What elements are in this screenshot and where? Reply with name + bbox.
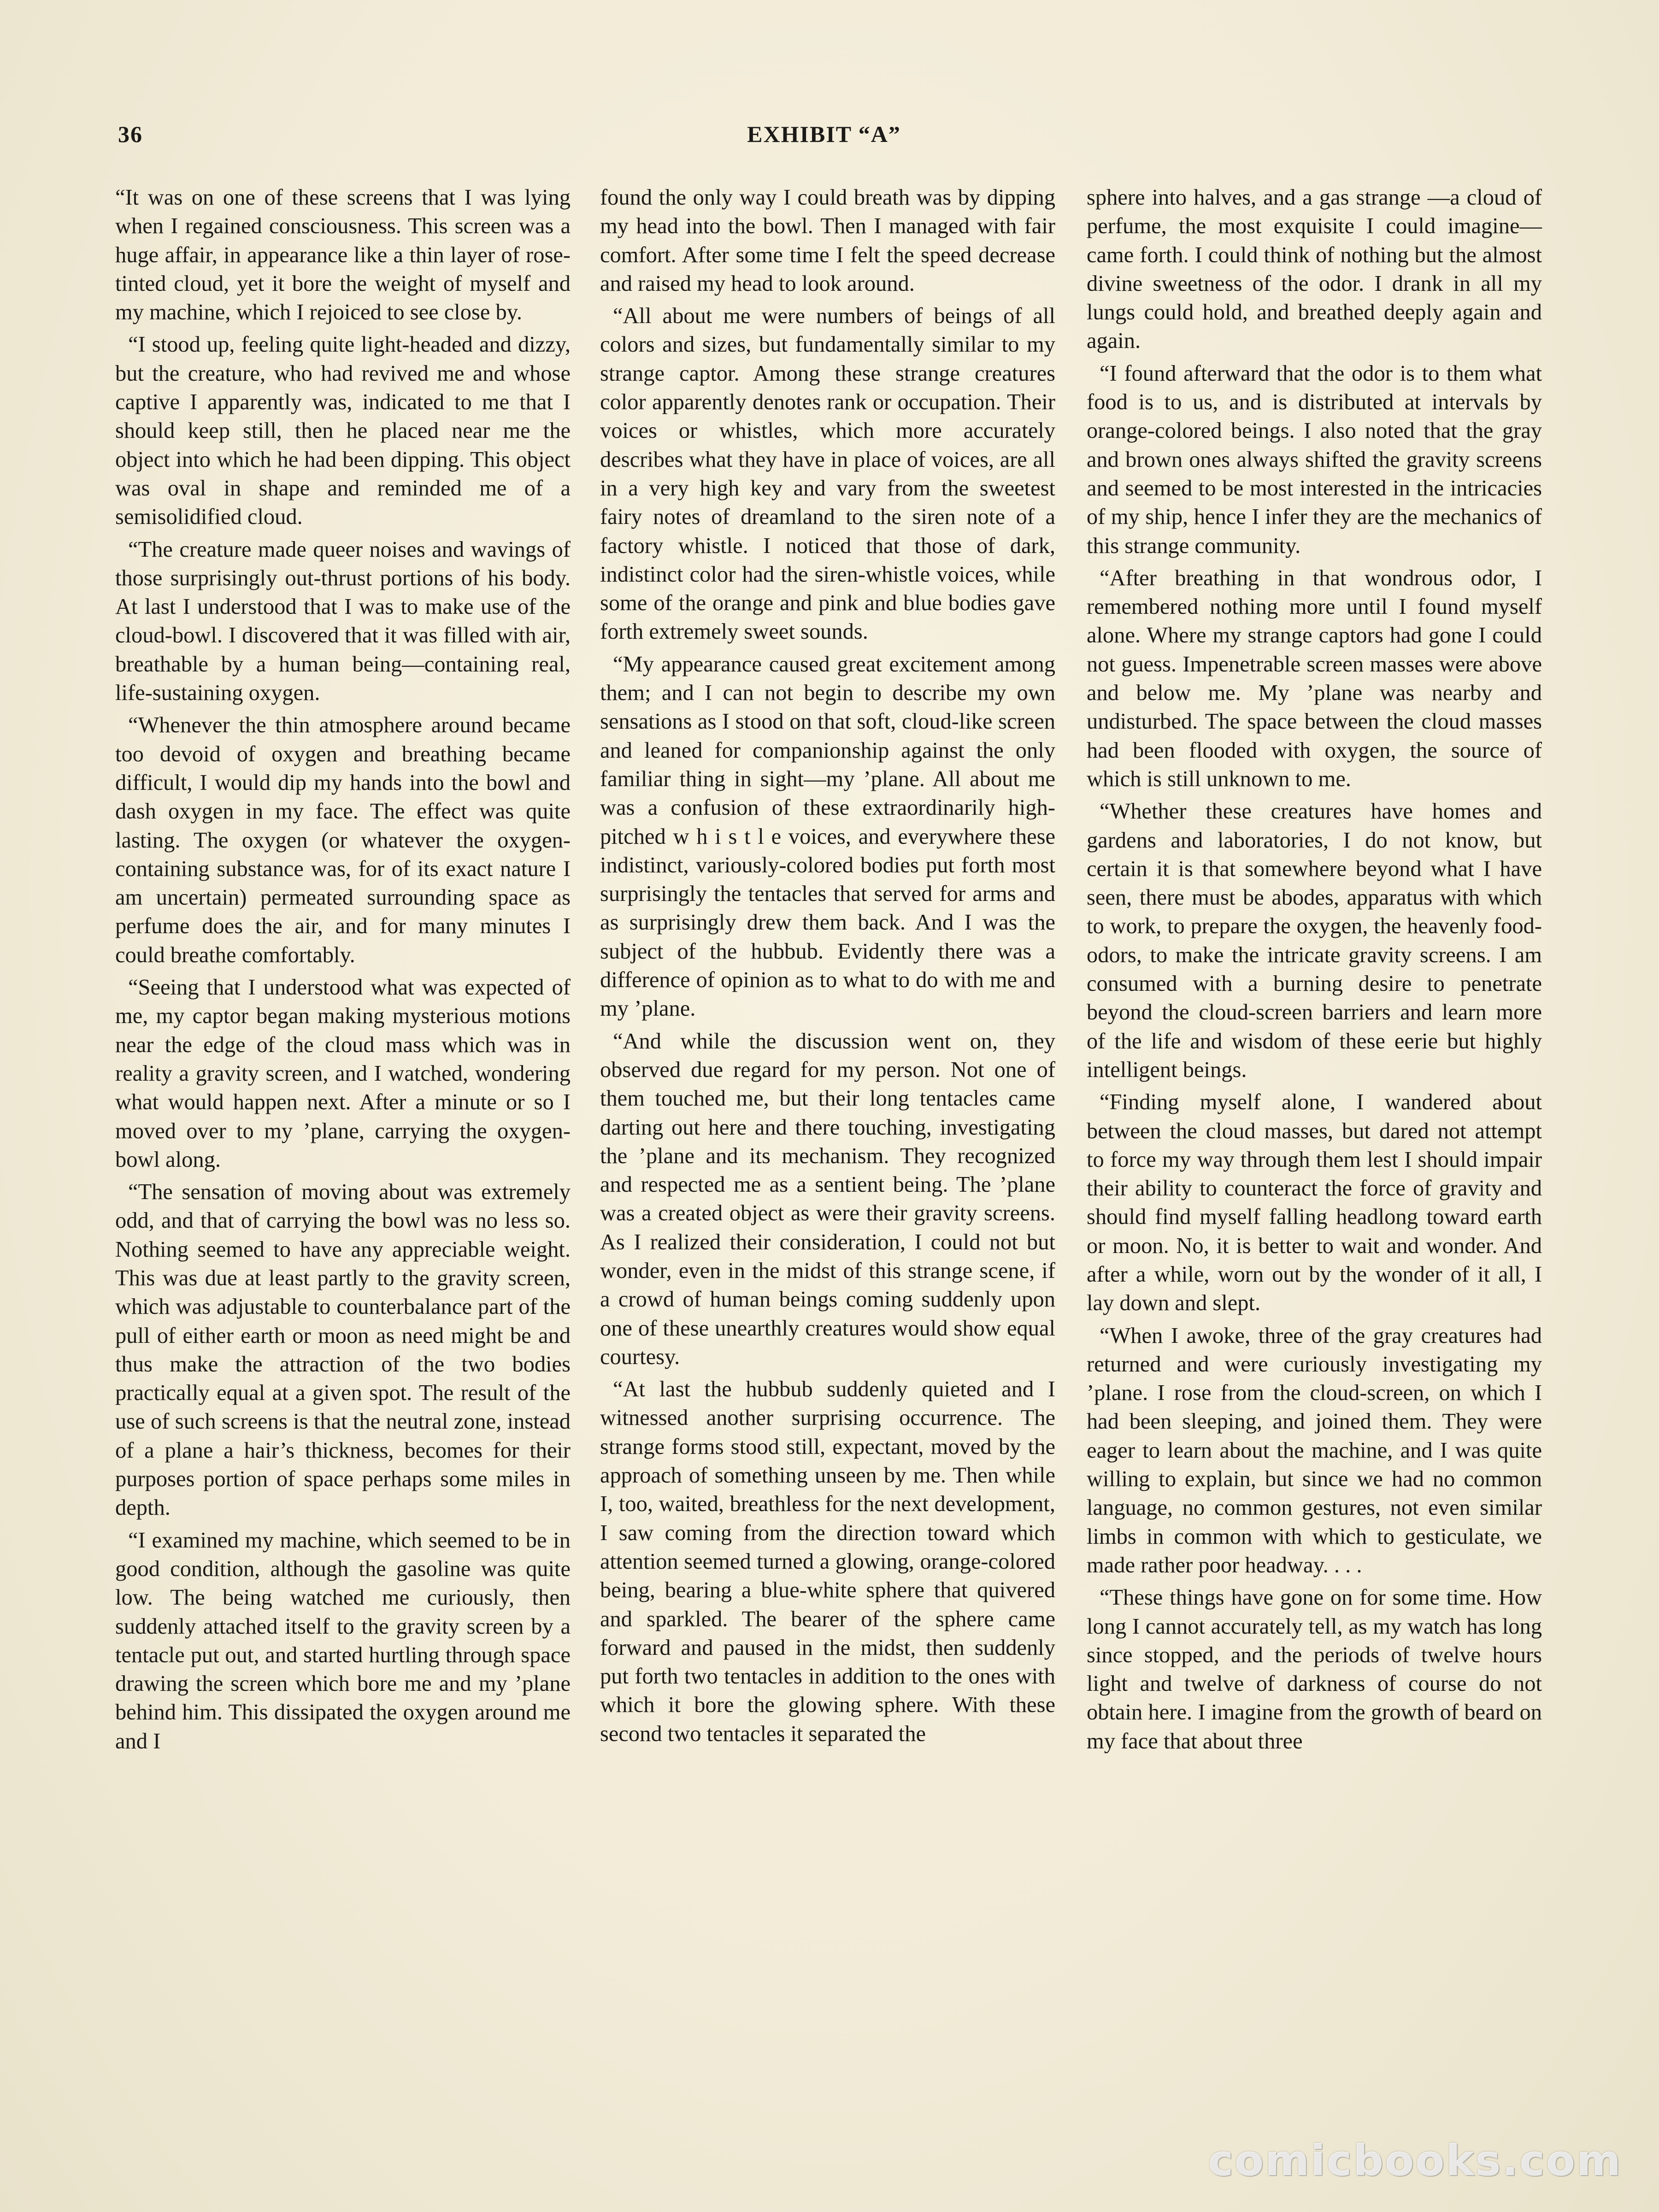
paragraph: “When I awoke, three of the gray creatures had returned and were curiously investigating my ’plane. I rose from the cloud-screen, on which I had been sleeping, and joined them. They were eager to learn about the machine, and I was quite willing to explain, but since we had no common language, no common gestures, not even similar limbs in common with which to gesticulate, we made rather poor headway. . . . xyxy=(1087,1323,1542,1577)
paragraph: “It was on one of these screens that I was lying when I regained consciousness. This screen was a huge affair, in appearance like a thin layer of rose-tinted cloud, yet it bore the weight of myself and my machine, which I rejoiced to see close by. xyxy=(115,185,571,325)
paragraph: sphere into halves, and a gas strange —a cloud of perfume, the most exquisite I could imagine—came forth. I could think of nothing but the almost divine sweetness of the odor. I drank in all my lungs could hold, and breathed deeply again and again. xyxy=(1087,185,1542,353)
paragraph: “The sensation of moving about was extremely odd, and that of carrying the bowl was no less so. Nothing seemed to have any appreciable weight. This was due at least partly to the gravity screen, which was adjustable to counterbalance part of the pull of either earth or moon as need might be and thus make the attraction of the two bodies practically equal at a given spot. The result of the use of such screens is that the neutral zone, instead of a plane a hair’s thickness, becomes for their purposes portion of space perhaps some miles in depth. xyxy=(115,1180,571,1520)
paragraph: “And while the discussion went on, they observed due regard for my person. Not one of them touched me, but their long tentacles came darting out here and there touching, investigating the ’plane and its mechanism. They recognized and respected me as a sentient being. The ’plane was a created object as were their gravity screens. As I realized their consideration, I could not but wonder, even in the midst of this strange scene, if a crowd of human beings coming suddenly upon one of these unearthly creatures would show equal courtesy. xyxy=(600,1029,1055,1369)
paragraph: “My appearance caused great excitement among them; and I can not begin to describe my own sensations as I stood on that soft, cloud-like screen and leaned for companionship against the only familiar thing in sight—my ’plane. All about me was a confusion of these extraordinarily high-pitched w h i s t l e voices, and everywhere these indistinct, variously-colored bodies put forth most surprisingly the tentacles that served for arms and as surprisingly drew them back. And I was the subject of the hubbub. Evidently there was a difference of opinion as to what to do with me and my ’plane. xyxy=(600,652,1055,1021)
paragraph: “Whether these creatures have homes and gardens and laboratories, I do not know, but certain it is that somewhere beyond what I have seen, there must be abodes, apparatus with which to work, to prepare the oxygen, the heavenly food-odors, to make the intricate gravity screens. I am consumed with a burning desire to penetrate beyond the cloud-screen barriers and learn more of the life and wisdom of these eerie but highly intelligent beings. xyxy=(1087,799,1542,1082)
paragraph: found the only way I could breath was by dipping my head into the bowl. Then I managed with fair comfort. After some time I felt the speed decrease and raised my head to look around. xyxy=(600,185,1055,296)
watermark-text: comicbooks.com xyxy=(1208,2136,1622,2185)
paragraph: “All about me were numbers of beings of all colors and sizes, but fundamentally similar to my strange captor. Among these strange creatures color apparently denotes rank or occupation. Their voices or whistles, which more accurately describes what they have in place of voices, are all in a very high key and vary from the sweetest fairy notes of dreamland to the siren note of a factory whistle. I noticed that those of dark, indistinct color had the siren-whistle voices, while some of the orange and pink and blue bodies gave forth extremely sweet sounds. xyxy=(600,304,1055,644)
text-column-2 xyxy=(600,183,1055,1752)
paragraph: “Seeing that I understood what was expected of me, my captor began making mysterious motions near the edge of the cloud mass which was in reality a gravity screen, and I watched, wondering what would happen next. After a minute or so I moved over to my ’plane, carrying the oxygen-bowl along. xyxy=(115,975,571,1172)
paragraph: “I examined my machine, which seemed to be in good condition, although the gasoline was quite low. The being watched me curiously, then suddenly attached itself to the gravity screen by a tentacle put out, and started hurtling through space drawing the screen which bore me and my ’plane behind him. This dissipated the oxygen around me and I xyxy=(115,1528,571,1753)
paragraph: “The creature made queer noises and wavings of those surprisingly out-thrust portions of his body. At last I understood that I was to make use of the cloud-bowl. I discovered that it was filled with air, breathable by a human being—containing real, life-sustaining oxygen. xyxy=(115,537,571,706)
paragraph: “After breathing in that wondrous odor, I remembered nothing more until I found myself alone. Where my strange captors had gone I could not guess. Impenetrable screen masses were above and below me. My ’plane was nearby and undisturbed. The space between the cloud masses had been flooded with oxygen, the source of which is still unknown to me. xyxy=(1087,565,1542,791)
paragraph: “Finding myself alone, I wandered about between the cloud masses, but dared not attempt to force my way through them lest I should impair their ability to counteract the force of gravity and should find myself falling headlong toward earth or moon. No, it is better to wait and wonder. And after a while, worn out by the wonder of it all, I lay down and slept. xyxy=(1087,1090,1542,1316)
page-number: 36 xyxy=(118,121,143,147)
text-column-3 xyxy=(1087,183,1542,1759)
paragraph: “At last the hubbub suddenly quieted and I witnessed another surprising occurrence. The strange forms stood still, expectant, moved by the approach of something unseen by me. Then while I, too, waited, breathless for the next development, I saw coming from the direction toward which attention seemed turned a glowing, orange-colored being, bearing a blue-white sphere that quivered and sparkled. The bearer of the sphere came forward and paused in the midst, then suddenly put forth two tentacles in addition to the ones with which it bore the glowing sphere. With these second two tentacles it separated the xyxy=(600,1377,1055,1746)
paragraph: “I found afterward that the odor is to them what food is to us, and is distributed at intervals by orange-colored beings. I also noted that the gray and brown ones always shifted the gravity screens and seemed to be most interested in the intricacies of my ship, hence I infer they are the mechanics of this strange community. xyxy=(1087,361,1542,558)
page-header xyxy=(114,121,1534,158)
running-title: EXHIBIT “A” xyxy=(747,121,901,147)
paragraph: “These things have gone on for some time. How long I cannot accurately tell, as my watch has long since stopped, and the periods of twelve hours light and twelve of darkness of course do not obtain here. I imagine from the growth of beard on my face that about three xyxy=(1087,1585,1542,1753)
paragraph: “I stood up, feeling quite light-headed and dizzy, but the creature, who had revived me and whose captive I apparently was, indicated to me that I should keep still, then he placed near me the object into which he had been dipping. This object was oval in shape and reminded me of a semisolidified cloud. xyxy=(115,332,571,529)
text-column-1 xyxy=(115,183,571,1759)
paragraph: “Whenever the thin atmosphere around became too devoid of oxygen and breathing became difficult, I would dip my hands into the bowl and dash oxygen in my face. The effect was quite lasting. The oxygen (or whatever the oxygen-containing substance was, for of its exact nature I am uncertain) permeated surrounding space as perfume does the air, and for many minutes I could breathe comfortably. xyxy=(115,713,571,967)
